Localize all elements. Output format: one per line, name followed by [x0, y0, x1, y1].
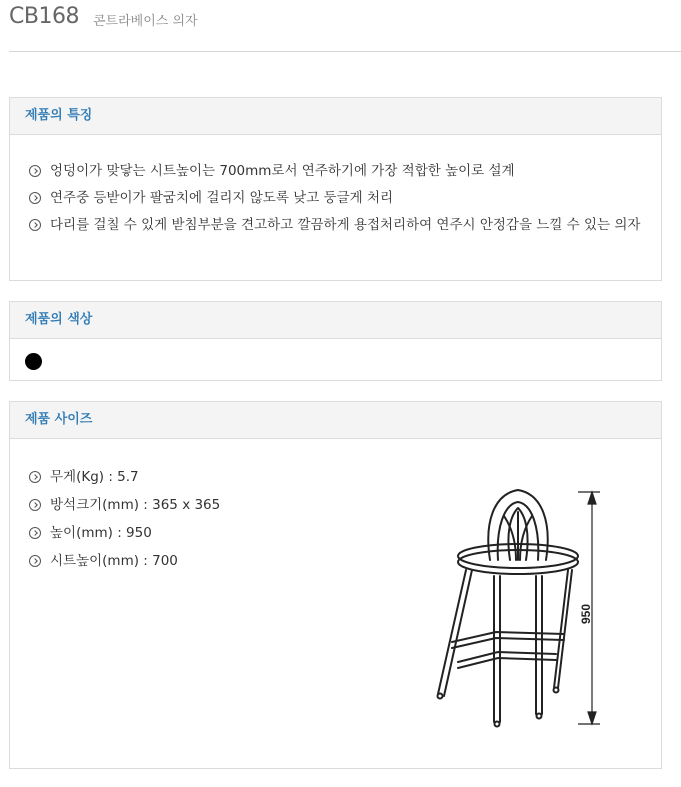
list-item [24, 522, 404, 544]
arrow-circle-icon [29, 499, 41, 511]
features-title: 제품의 특징 [10, 98, 661, 135]
feature-text: 엉덩이가 맞닿는 시트높이는 700mm로서 연주하기에 가장 적합한 높이로 설계 [50, 163, 515, 179]
list-item [24, 494, 404, 516]
arrow-circle-icon [29, 219, 41, 231]
color-title: 제품의 색상 [10, 302, 661, 339]
spec-height: 높이(mm) : 950 [50, 525, 152, 541]
chair-legs [438, 570, 472, 696]
size-title: 제품 사이즈 [10, 402, 661, 439]
spec-weight: 무게(Kg) : 5.7 [50, 469, 139, 485]
arrow-circle-icon [29, 192, 41, 204]
arrow-circle-icon [29, 165, 41, 177]
list-item [24, 550, 404, 572]
size-section [9, 401, 662, 769]
feature-text: 연주중 등받이가 팔굼치에 걸리지 않도록 낮고 둥글게 처리 [50, 190, 394, 206]
list-item [24, 187, 654, 209]
list-item [24, 214, 654, 236]
color-swatch-black [25, 353, 42, 370]
chair-drawing [418, 482, 618, 732]
size-list [24, 466, 404, 578]
spec-seat-size: 방석크기(mm) : 365 x 365 [50, 497, 221, 513]
model-number: CB168 [9, 4, 79, 29]
feature-text: 다리를 걸칠 수 있게 받침부분을 견고하고 깔끔하게 용접처리하여 연주시 안정감을 느낄 수 있는 의자 [50, 217, 641, 233]
product-name: 콘트라베이스 의자 [93, 14, 198, 29]
arrow-circle-icon [29, 471, 41, 483]
spec-seat-height: 시트높이(mm) : 700 [50, 553, 178, 569]
list-item [24, 466, 404, 488]
arrow-circle-icon [29, 555, 41, 567]
dimension-label: 950 [579, 603, 593, 625]
color-section [9, 301, 662, 381]
list-item [24, 160, 654, 182]
page-header [9, 0, 681, 52]
chair-footrest [452, 632, 564, 648]
features-list [24, 160, 654, 241]
features-section [9, 97, 662, 281]
arrow-circle-icon [29, 527, 41, 539]
